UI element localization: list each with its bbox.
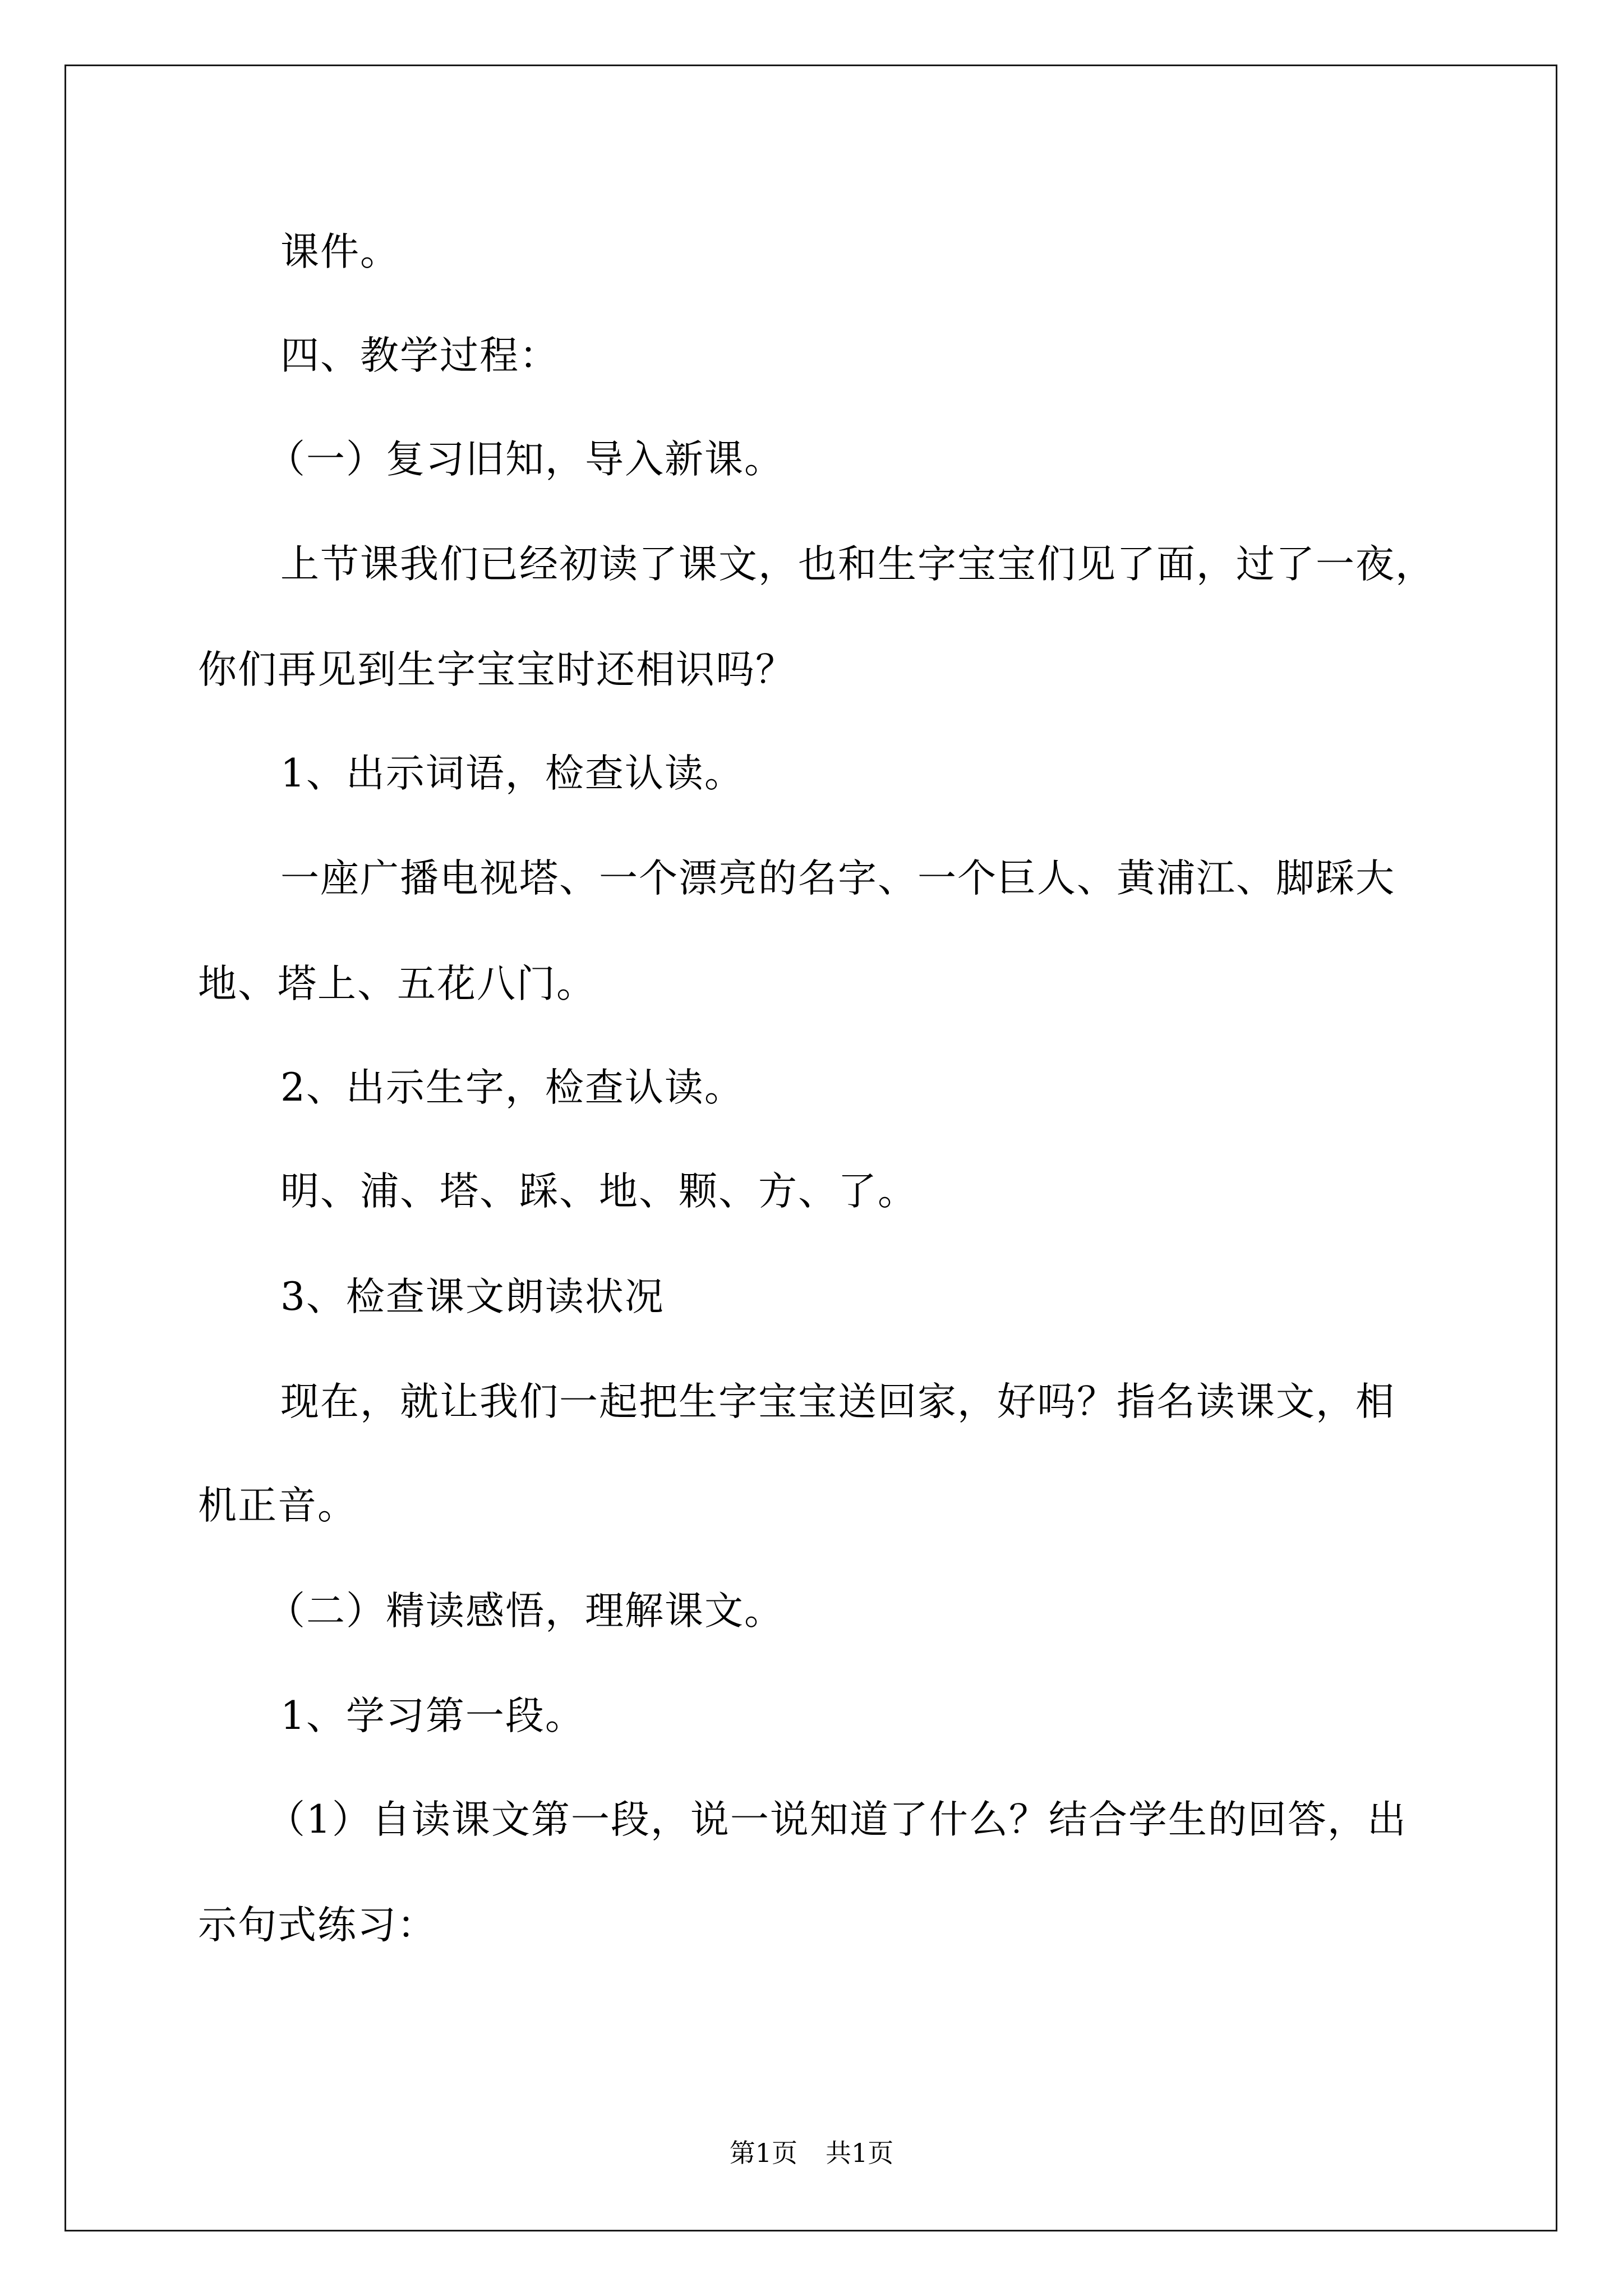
paragraph-self-read-line2: 示句式练习：	[198, 1903, 437, 1948]
paragraph-self-read-line1: （1）自读课文第一段，说一说知道了什么？结合学生的回答，出	[266, 1797, 1407, 1842]
step-check-reading: 3、检查课文朗读状况	[280, 1274, 665, 1319]
paragraph-intro-line1: 上节课我们已经初读了课文，也和生字宝宝们见了面，过了一夜，	[280, 542, 1435, 587]
paragraph-courseware: 课件。	[280, 229, 400, 274]
heading-teaching-process: 四、教学过程：	[280, 333, 559, 378]
paragraph-characters: 明、浦、塔、踩、地、颗、方、了。	[280, 1169, 917, 1214]
footer-page-current: 第1页	[729, 2138, 797, 2168]
paragraph-intro-line2: 你们再见到生字宝宝时还相识吗？	[198, 647, 795, 692]
subheading-review: （一）复习旧知，导入新课。	[266, 437, 784, 482]
subheading-intensive-reading: （二）精读感悟，理解课文。	[266, 1589, 784, 1634]
paragraph-send-home-line2: 机正音。	[198, 1483, 357, 1528]
page-footer	[0, 2140, 1623, 2166]
step-show-characters: 2、出示生字，检查认读。	[280, 1065, 744, 1110]
step-show-words: 1、出示词语，检查认读。	[280, 751, 744, 796]
paragraph-words-line2: 地、塔上、五花八门。	[198, 961, 596, 1006]
paragraph-words-line1: 一座广播电视塔、一个漂亮的名字、一个巨人、黄浦江、脚踩大	[280, 856, 1395, 901]
paragraph-send-home-line1: 现在，就让我们一起把生字宝宝送回家，好吗？指名读课文，相	[280, 1379, 1395, 1424]
footer-page-total: 共1页	[826, 2138, 894, 2168]
step-study-first-section: 1、学习第一段。	[280, 1694, 585, 1738]
